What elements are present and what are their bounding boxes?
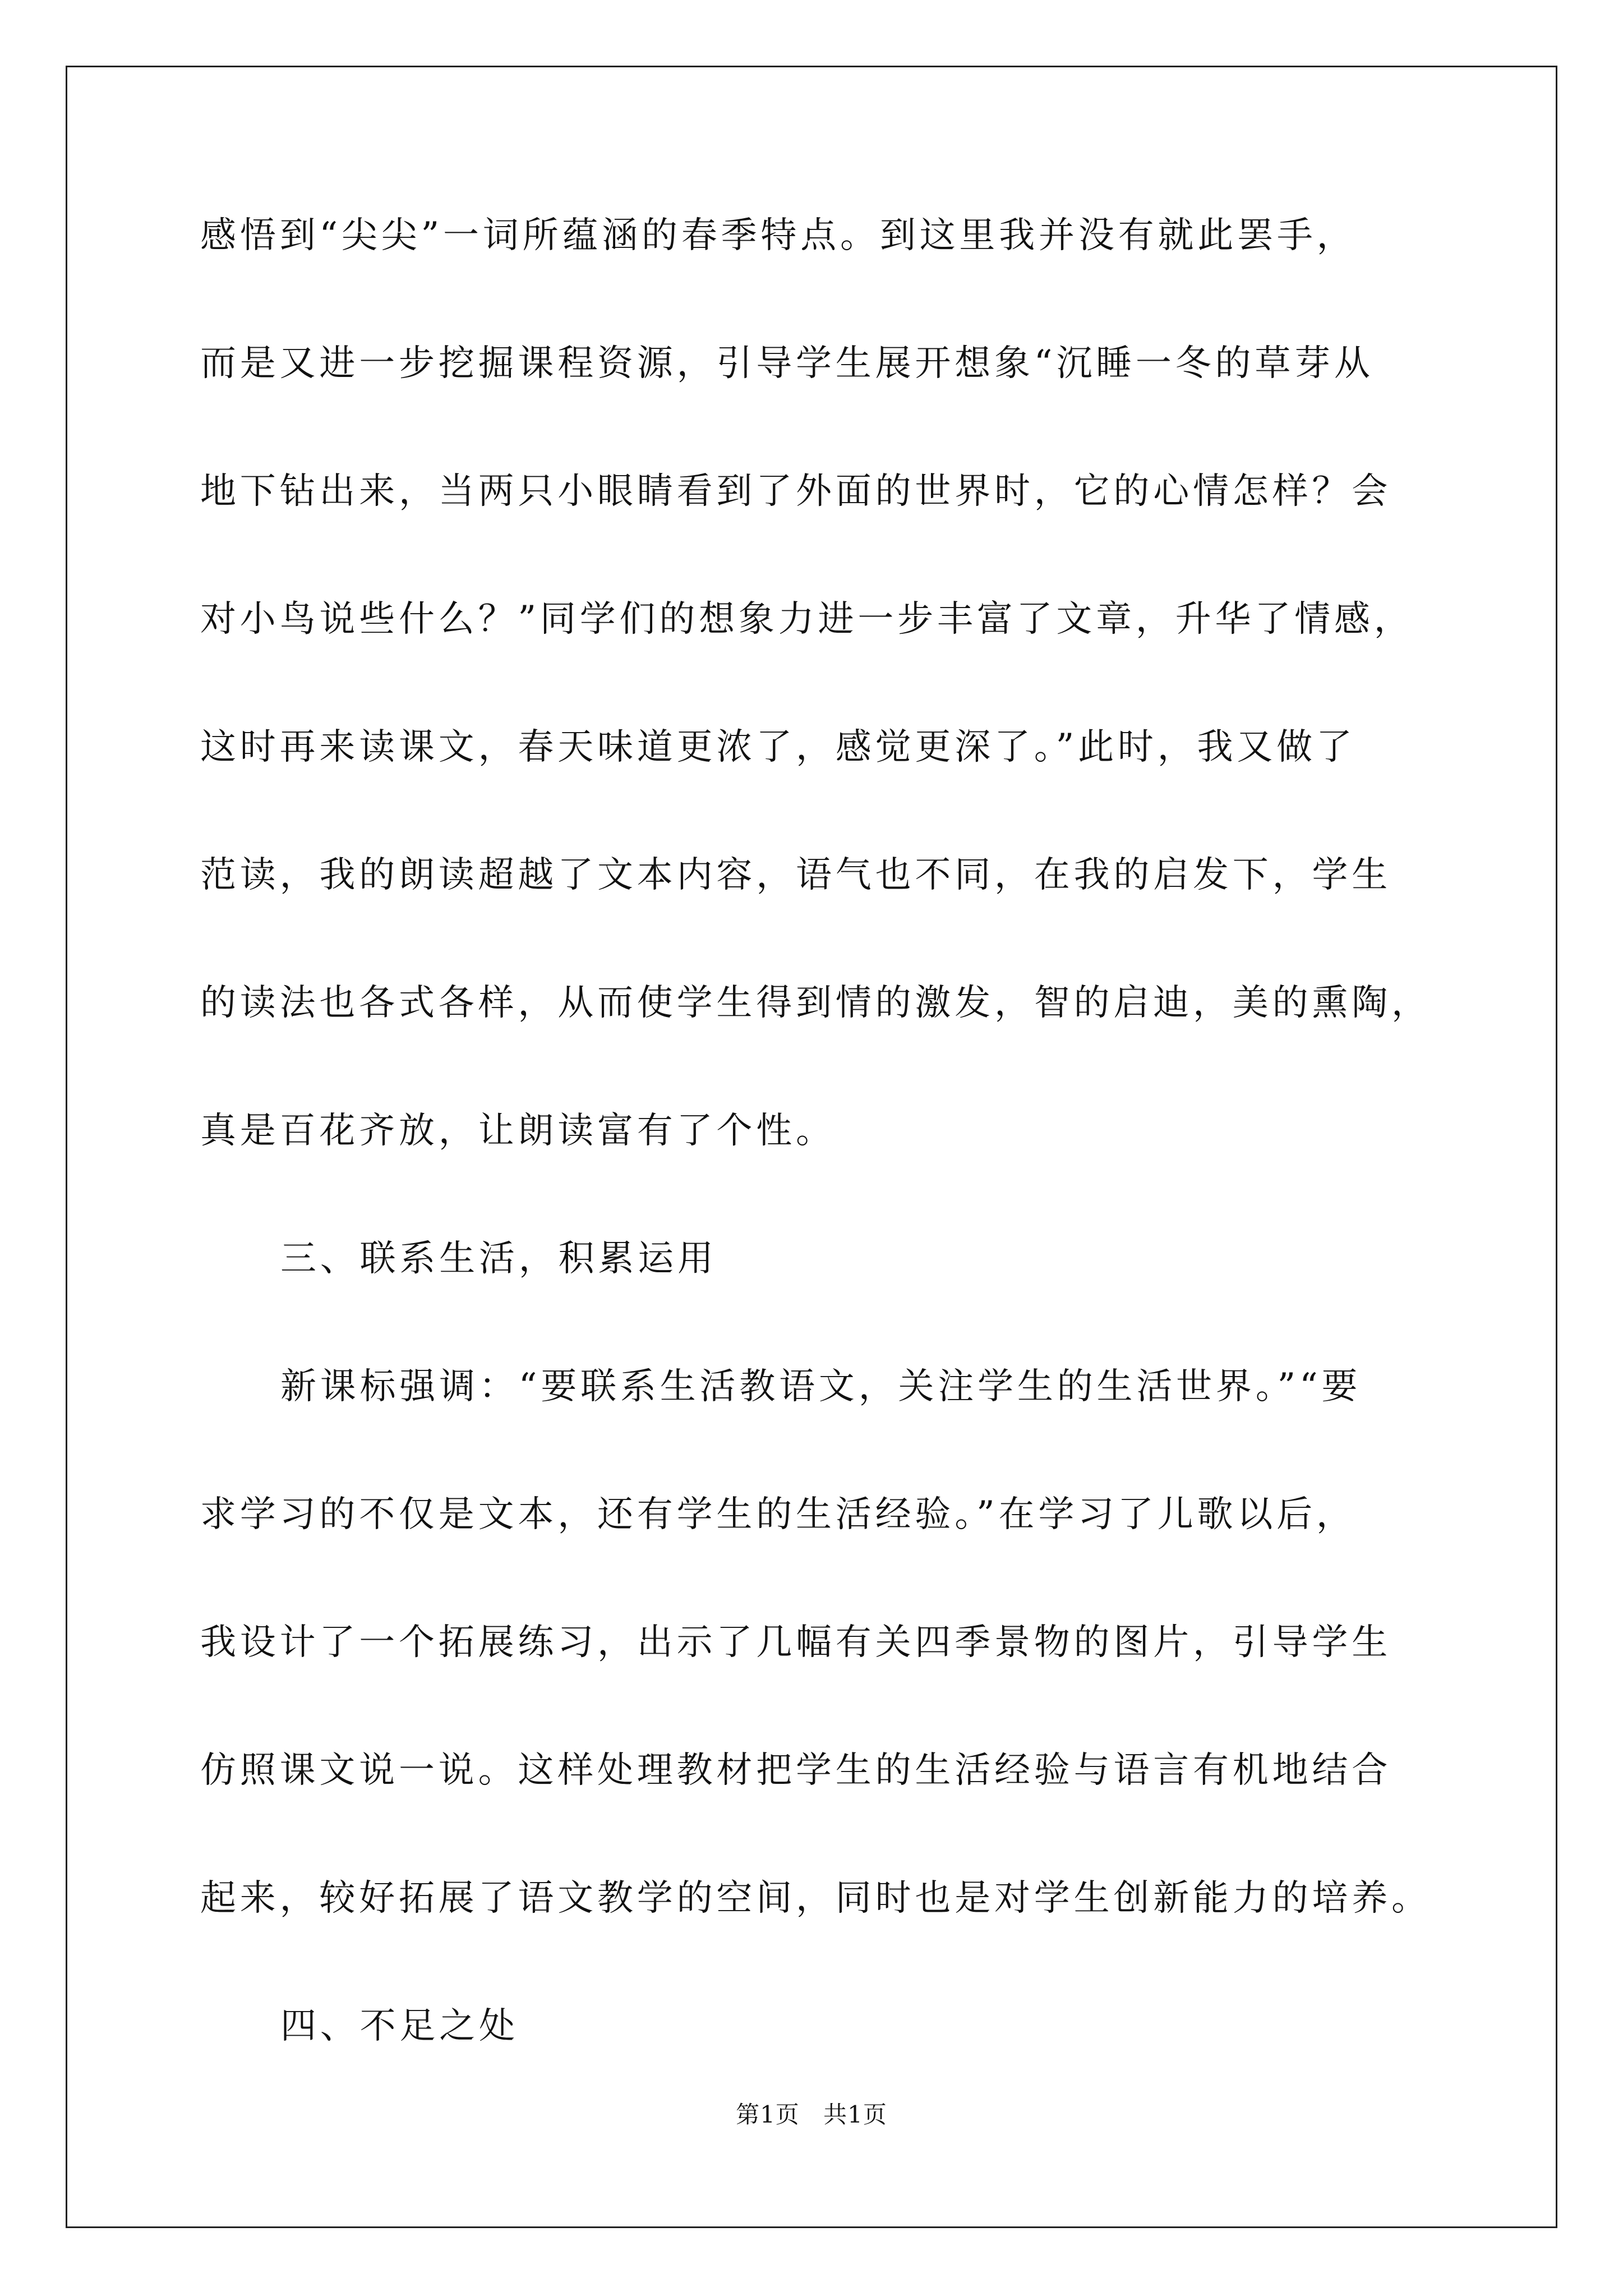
- text-line: 新课标强调：“要联系生活教语文，关注学生的生活世界。”“要: [280, 1366, 1362, 1407]
- text-line: 的读法也各式各样，从而使学生得到情的激发，智的启迪，美的熏陶，: [200, 982, 1431, 1024]
- text-line: 我设计了一个拓展练习，出示了几幅有关四季景物的图片，引导学生: [200, 1622, 1391, 1663]
- page-total: 共1页: [823, 2101, 887, 2128]
- text-line: 仿照课文说一说。这样处理教材把学生的生活经验与语言有机地结合: [200, 1750, 1391, 1791]
- text-line: 真是百花齐放，让朗读富有了个性。: [200, 1110, 836, 1152]
- section-heading: 三、联系生活，积累运用: [280, 1238, 717, 1280]
- text-line: 而是又进一步挖掘课程资源，引导学生展开想象“沉睡一冬的草芽从: [200, 343, 1374, 384]
- section-heading: 四、不足之处: [280, 2005, 519, 2047]
- page-footer: [0, 2098, 1623, 2132]
- text-line: 求学习的不仅是文本，还有学生的生活经验。”在学习了儿歌以后，: [200, 1494, 1356, 1535]
- text-line: 感悟到“尖尖”一词所蕴涵的春季特点。到这里我并没有就此罢手，: [200, 215, 1357, 256]
- text-line: 这时再来读课文，春天味道更浓了，感觉更深了。”此时，我又做了: [200, 726, 1356, 768]
- text-line: 范读，我的朗读超越了文本内容，语气也不同，在我的启发下，学生: [200, 854, 1391, 896]
- text-line: 起来，较好拓展了语文教学的空间，同时也是对学生创新能力的培养。: [200, 1878, 1431, 1919]
- text-line: 地下钻出来，当两只小眼睛看到了外面的世界时，它的心情怎样？会: [200, 471, 1391, 512]
- text-line: 对小鸟说些什么？”同学们的想象力进一步丰富了文章，升华了情感，: [200, 599, 1414, 640]
- page-number: 第1页: [736, 2101, 800, 2128]
